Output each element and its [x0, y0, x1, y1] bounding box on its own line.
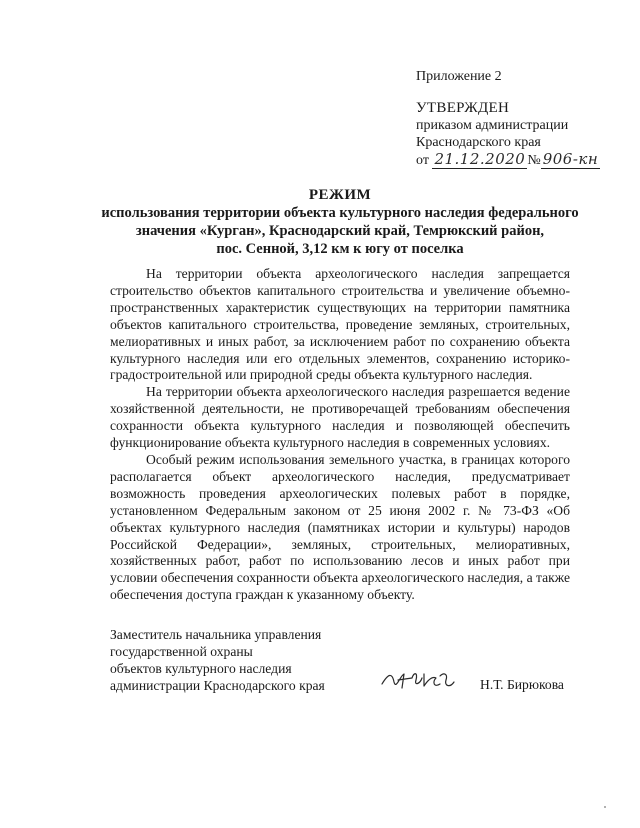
heading-line1: использования территории объекта культурного наследия федерального	[101, 205, 579, 221]
body-paragraph-2: На территории объекта археологического наследия разрешается ведение хозяйственной деятельности, не противоречащей требованиям обеспечения сохранности объекта культурного наследия и позволяющей обеспечить функционирование объекта культурного наследия в современных условиях.	[110, 384, 570, 451]
handwritten-signature	[378, 662, 458, 698]
scan-speck	[604, 806, 606, 808]
approved-by-line1: приказом администрации	[416, 118, 569, 133]
number-prefix: №	[527, 153, 541, 168]
signer-position-line4: администрации Краснодарского края	[110, 678, 325, 693]
heading-title: РЕЖИМ	[308, 187, 372, 203]
body-paragraph-3: Особый режим использования земельного участка, в границах которого располагается объект археологического наследия, предусматривает возможность проведения археологических полевых работ в порядке, установленном Федеральным законом от 25 июня 2002 г. № 73-ФЗ «Об объектах культурного наследия (памятниках истории и культуры) народов Российской Федерации», земляных, строительных, мелиоративных, хозяйственных работ, работ по использованию лесов и иных работ при условии обеспечения сохранности объекта археологического наследия, а также обеспечения доступа граждан к указанному объекту.	[110, 451, 571, 603]
signer-position-line3: объектов культурного наследия	[110, 661, 292, 676]
approved-by-line2: Краснодарского края	[416, 135, 541, 150]
approval-stamp-block	[416, 100, 600, 169]
signer-position-line2: государственной охраны	[110, 644, 253, 659]
heading-line2: значения «Курган», Краснодарский край, Темрюкский район,	[135, 223, 545, 239]
document-heading	[80, 186, 600, 258]
order-number: 906-кн	[542, 150, 599, 168]
order-date: 21.12.2020	[434, 150, 526, 168]
body-paragraph-1: На территории объекта археологического наследия запрещается строительство объектов капитального строительства и увеличение объемно-пространственных характеристик существующих на территории памятника объектов капитального строительства, проведение земляных, строительных, мелиоративных и иных работ, за исключением работ по сохранению объекта культурного наследия или его отдельных элементов, сохранению историко-градостроительной или природной среды объекта культурного наследия.	[110, 266, 570, 383]
heading-line3: пос. Сенной, 3,12 км к югу от поселка	[216, 241, 464, 257]
appendix-label: Приложение 2	[416, 69, 502, 84]
signer-name: Н.Т. Бирюкова	[480, 677, 564, 692]
signer-position-line1: Заместитель начальника управления	[110, 627, 322, 642]
date-prefix: от	[416, 153, 429, 168]
document-body	[110, 266, 570, 604]
order-date-number-line	[416, 151, 600, 169]
approved-title: УТВЕРЖДЕН	[416, 100, 510, 116]
